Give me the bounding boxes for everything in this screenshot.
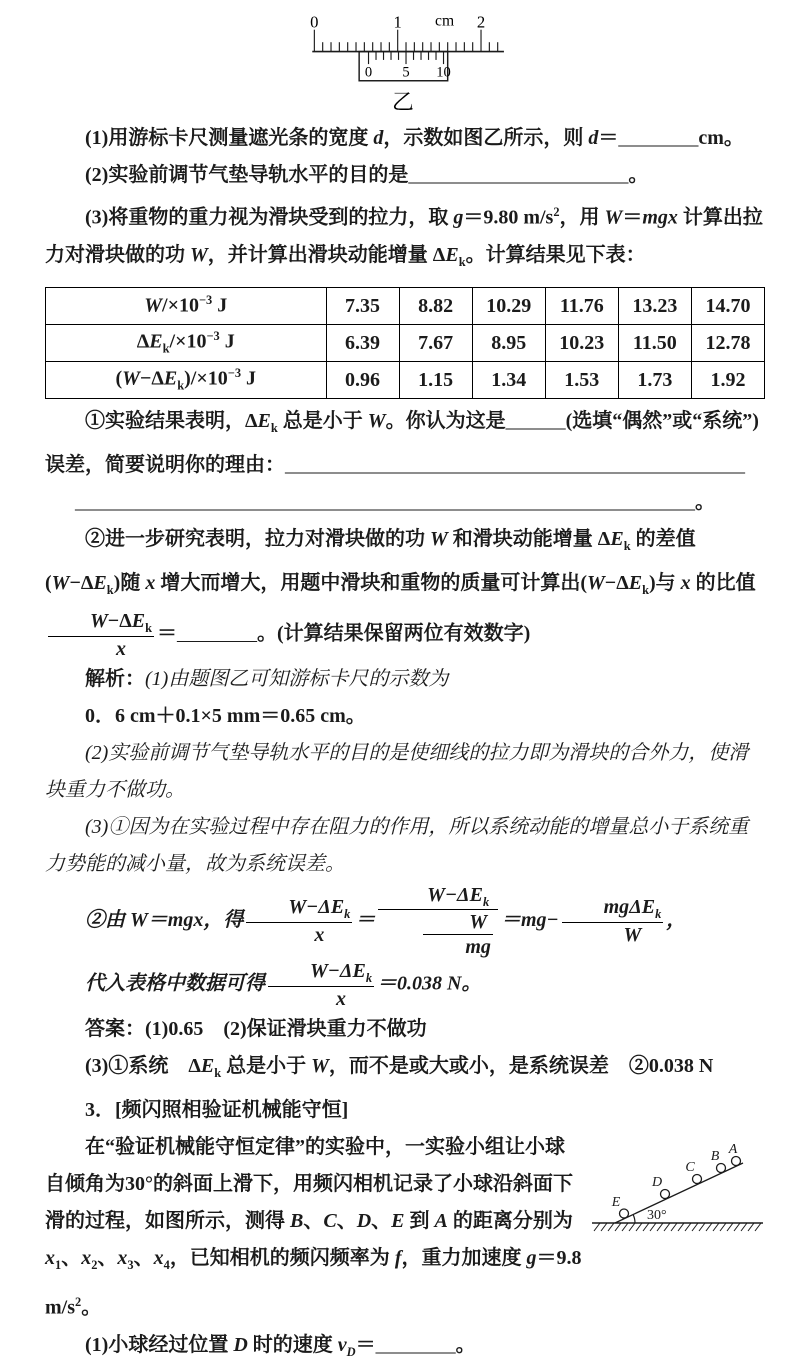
- table-cell: 8.95: [472, 324, 545, 361]
- caliper-main-label-2: 2: [476, 12, 485, 32]
- question-part-3: (3)将重物的重力视为滑块受到的拉力，取 g＝9.80 $m/s^2$，用 W＝mgx 计算出拉力对滑块做的功 W，并计算出滑块动能增量 $\Delta E_k$。计算结果见下表：: [45, 205, 763, 269]
- analysis-paragraph-2: (2)实验前调节气垫导轨水平的目的是使细线的拉力即为滑块的合外力，使滑块重力不做功。: [45, 741, 749, 801]
- table-cell: 10.23: [545, 324, 618, 361]
- caliper-main-label-0: 0: [309, 12, 319, 32]
- table-row-label: $\Delta E_k/\times 10^{-3}$ J: [46, 324, 327, 361]
- table-cell: 7.67: [399, 324, 472, 361]
- question3-body: 在“验证机械能守恒定律”的实验中，一实验小组让小球自倾角为30°的斜面上滑下，用频闪相机记录了小球沿斜面下滑的过程，如图所示，测得 B、C、D、E 到 A 的距离分别为 $x_1$、$x_2$、$x_3$、$x_4$，已知相机的频闪频率为 f，重力加速度 g＝9.8 $m/s^2$。: [45, 1136, 582, 1319]
- caliper-vernier-ticks: [368, 52, 443, 64]
- question-sub-1: ①实验结果表明，$\Delta E_k$ 总是小于 W。你认为这是______(选填“偶然”或“系统”)误差，简要说明你的理由：______________________________________________: [45, 409, 759, 476]
- ball-B: [717, 1164, 726, 1173]
- caliper-caption: 乙: [391, 89, 414, 112]
- ball-E: [620, 1209, 629, 1218]
- table-row-w: [46, 287, 765, 324]
- results-table: [45, 287, 765, 399]
- answer-text-1: (1)0.65 (2)保证滑块重力不做功: [145, 1018, 427, 1041]
- caliper-vernier-label-0: 0: [364, 64, 372, 81]
- analysis-text-1: (1)由题图乙可知游标卡尺的示数为: [145, 667, 449, 690]
- table-row-label: $W/\times 10^{-3}$ J: [46, 287, 327, 324]
- vernier-caliper-svg: [293, 12, 518, 112]
- table-cell: 7.35: [326, 287, 399, 324]
- caliper-main-scale-ticks: [314, 30, 497, 52]
- table-cell: 1.34: [472, 361, 545, 398]
- table-cell: 1.73: [618, 361, 691, 398]
- table-cell: 11.50: [618, 324, 691, 361]
- incline-point-label-c: C: [685, 1160, 695, 1176]
- question-sub-2: ②进一步研究表明，拉力对滑块做的功 W 和滑块动能增量 $\Delta E_k$ 的差值$(W-\Delta E_k)$随 x 增大而增大，用题中滑块和重物的质量可计算出$(W-\Delta E_k)$与 x 的比值 $\frac{W-\Delta E_k}{x}$ ＝________。(计算结果保留两位有效数字): [45, 527, 756, 660]
- ground-hatching: [594, 1223, 761, 1231]
- table-cell: 8.82: [399, 287, 472, 324]
- question-part-1: (1)用游标卡尺测量遮光条的宽度 d，示数如图乙所示，则 d＝________cm。: [85, 127, 744, 149]
- question3-heading: 3．[频闪照相验证机械能守恒]: [85, 1099, 349, 1122]
- incline-point-label-e: E: [611, 1195, 621, 1211]
- table-cell: 14.70: [691, 287, 764, 324]
- flash-photo-balls: [620, 1157, 741, 1219]
- caliper-vernier-label-10: 10: [435, 64, 451, 81]
- ball-A: [732, 1157, 741, 1166]
- incline-point-labels: [611, 1142, 738, 1210]
- caliper-unit-label: cm: [434, 12, 454, 30]
- incline-angle-label: 30°: [647, 1208, 667, 1224]
- incline-point-label-a: A: [728, 1142, 738, 1158]
- table-cell: 11.76: [545, 287, 618, 324]
- ball-C: [693, 1175, 702, 1184]
- incline-point-label-b: B: [710, 1149, 720, 1165]
- incline-point-label-d: D: [651, 1175, 663, 1191]
- analysis-paragraph-1: [45, 661, 765, 698]
- table-row-label: $(W-\Delta E_k)/\times 10^{-3}$ J: [46, 361, 327, 398]
- question-part-2: (2)实验前调节气垫导轨水平的目的是______________________。: [85, 164, 649, 186]
- table-cell: 1.53: [545, 361, 618, 398]
- question3-sub-1: (1)小球经过位置 D 时的速度 $v_D=\_\_\_\_\_\_\_\_$。: [85, 1333, 476, 1359]
- analysis-reading-line: 0．6 cm＋0.1×5 mm＝0.65 cm。: [85, 704, 366, 727]
- table-row-delta-ek: [46, 324, 765, 361]
- table-cell: 13.23: [618, 287, 691, 324]
- table-cell: 0.96: [326, 361, 399, 398]
- answer-line-2: (3)①系统 $\Delta E_k$ 总是小于 W，而不是或大或小，是系统误差 ②0.038 N: [85, 1055, 714, 1081]
- ball-D: [661, 1190, 670, 1199]
- angle-arc: [633, 1215, 635, 1224]
- analysis-paragraph-3: (3)①因为在实验过程中存在阻力的作用，所以系统动能的增量总小于系统重力势能的减小量，故为系统误差。: [45, 815, 749, 875]
- caliper-vernier-label-5: 5: [401, 64, 410, 81]
- incline-svg: [590, 1135, 765, 1240]
- table-row-difference: [46, 361, 765, 398]
- table-cell: 10.29: [472, 287, 545, 324]
- caliper-main-label-1: 1: [393, 12, 402, 32]
- table-cell: 12.78: [691, 324, 764, 361]
- analysis-formula-1: ②由 W＝mgx，得 $\frac{W-\Delta E_k}{x}$ ＝ $\frac{W-\Delta E_k}{\frac{W}{mg}}$ ＝mg− $\frac{mg\Delta E_k}{W}$ ，: [85, 883, 687, 959]
- question-sub-1-blank-line: ______________________________________________________________。: [75, 490, 715, 513]
- answer-line-1: [45, 1011, 765, 1048]
- analysis-formula-2: 代入表格中数据可得 $\frac{W-\Delta E_k}{x}$ ＝0.038 N。: [85, 960, 482, 1011]
- table-cell: 1.15: [399, 361, 472, 398]
- incline-figure: [590, 1135, 765, 1240]
- table-cell: 6.39: [326, 324, 399, 361]
- question3-block: [45, 1129, 765, 1327]
- analysis-label: 解析：: [85, 667, 145, 690]
- answer-label: 答案：: [85, 1018, 145, 1041]
- table-cell: 1.92: [691, 361, 764, 398]
- vernier-caliper-figure: [45, 12, 765, 118]
